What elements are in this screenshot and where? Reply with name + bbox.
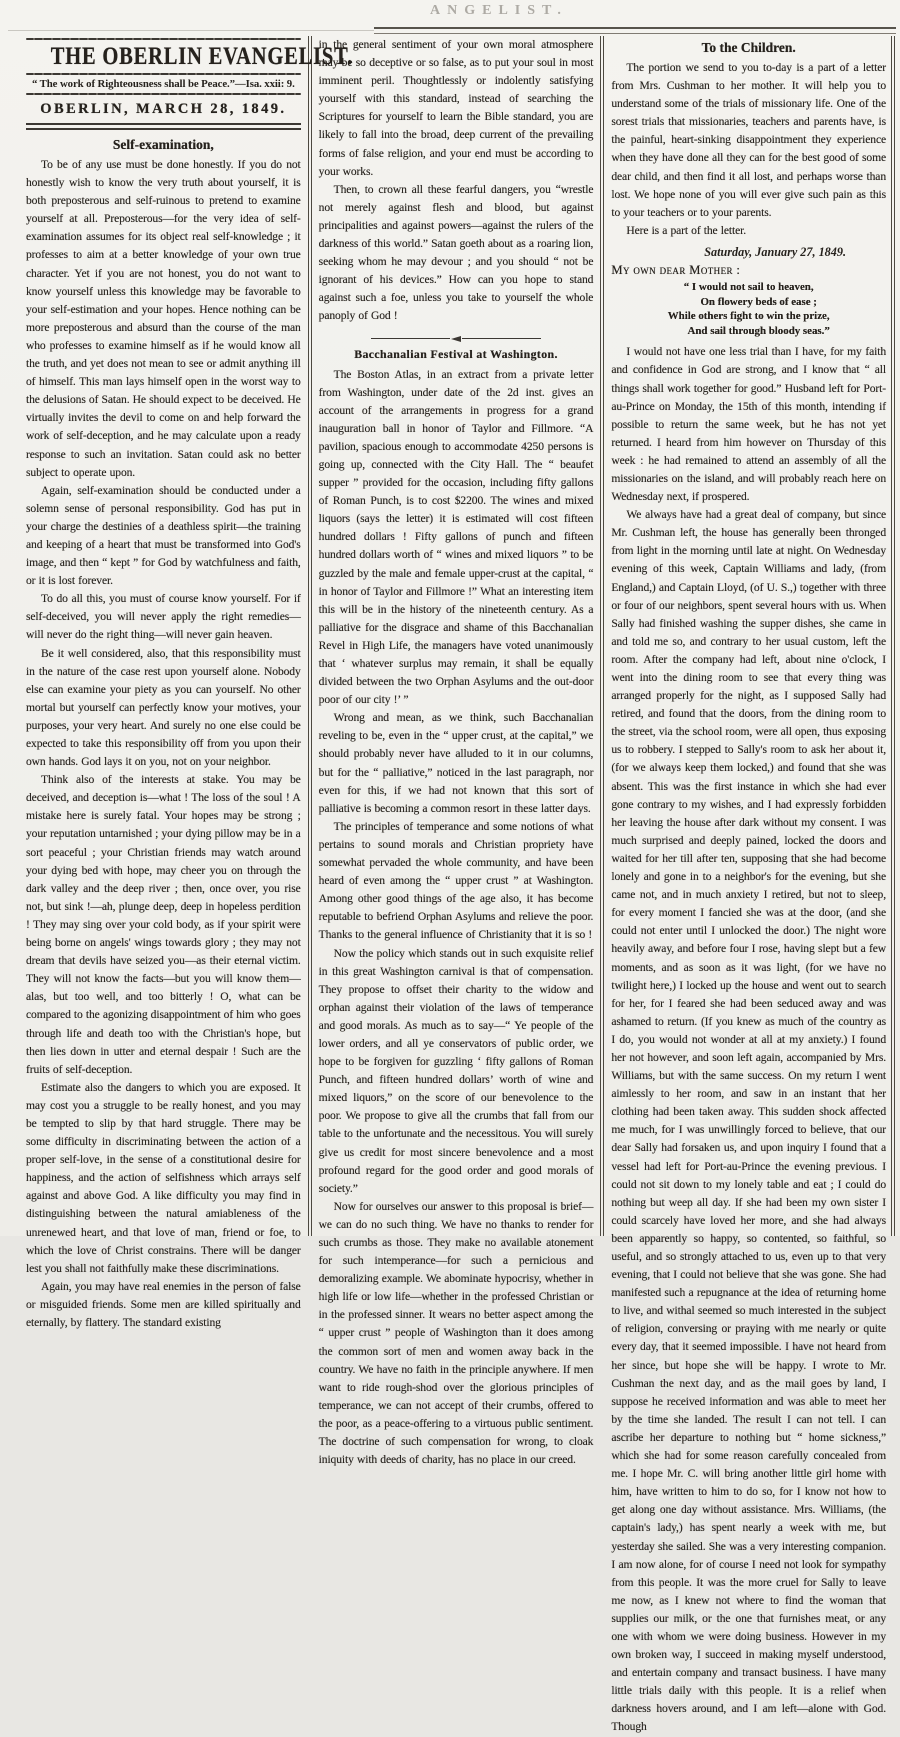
masthead-rule-bottom: [26, 123, 301, 130]
paragraph: To be of any use must be done honestly. If you do not honestly wish to know the very truth about yourself, it is both preposterous and self-ruinous to pretend to examine yourself at all. Preposterous—for the very idea of self-examination assumes for its object real self-knowledge ; it professes to aim at a better knowledge of your own true character. Yet if you are not honest, you do not want to know yourself unless this knowledge may be favorable to your self-estimation and your hopes. Hence nothing can be more preposterous and absurd than the course of the man who professes to examine himself as if he would know all the truth, and yet does not mean to see or admit anything ill of himself. This man lays himself open in the worst way to the delusions of Satan. He should expect to be deceived. He virtually invites the devil to come on and help forward the work of self-deception, and he may calculate upon a ready response to such an invitation. Satan could ask no better subject to operate upon.: [26, 158, 301, 479]
paragraph: The portion we send to you to-day is a part of a letter from Mrs. Cushman to her mother. It will help you to understand some of the trials of missionary life. One of the sorest trials that missionaries, teachers and parents have, is the painful, heart-sinking disappointment they experience when they have done all they can for the best good of some dear child, and then find it all lost, and perhaps worse than lost. We hope none of you will ever give such pain as this to your teachers or to your parents.: [611, 61, 887, 219]
paragraph: To do all this, you must of course know yourself. For if self-deceived, you will never apply the right remedies—will never do the right thing—will never gain heaven.: [26, 592, 301, 642]
section-divider-ornament: [371, 336, 541, 342]
poem-line: On flowery beds of ease ;: [700, 295, 817, 308]
top-rule-light: [8, 30, 374, 31]
masthead: [26, 38, 354, 130]
paragraph: Here is a part of the letter.: [626, 223, 746, 237]
column-2: [318, 36, 594, 1467]
paragraph: I would not have one less trial than I have, for my faith and confidence in God are strong, and I know that “ all things shall work together for good.” Husband left for Port-au-Prince on Monday, the 15th of this month, intending if possible to return the same week, but he has not yet returned. I heard from him however on Thursday of this week : he had remained to attend an assembly of all the missionaries on the island, and will probably reach here on Wednesday next, if prospered.: [611, 345, 887, 504]
article-title-self-examination: Self-examination,: [112, 137, 214, 152]
poem: [611, 280, 886, 338]
column-divider-2: [600, 36, 604, 1236]
masthead-rule-top: [26, 38, 301, 40]
masthead-rule-mid1: [26, 73, 301, 75]
newspaper-title: THE OBERLIN EVANGELIST.: [50, 43, 354, 70]
paragraph: Be it well considered, also, that this responsibility must in the nature of the case rest upon yourself alone. Nobody else can examine your piety as you can yourself. No other mortal but yourself can perfectly know your motives, your purposes, your very heart. And surely no one else could be expected to take this responsibility off from you upon their own hands. God lays it on you, not on your neighbor.: [26, 646, 301, 769]
ornament-line-left: [371, 338, 450, 340]
paragraph: We always have had a great deal of company, but since Mr. Cushman left, the house has generally been thronged from light in the morning until late at night. On Wednesday evening of this week, Captain Williams and lady, (from England,) and Captain Lloyd, (of U. S.,) together with three or four of our neighbors, spent several hours with us. When Sally had finished washing the supper dishes, she came in and told me so, and contrary to her usual custom, left the room. After the company had left, about nine o'clock, I went into the dining room to see that every thing was arranged properly for the night, as I supposed Sally had retired, and found that the doors, from the dining room to the street, via the school room, were all open, thus exposing us to robbery. I stepped to Sally's room to ask her about it, (for we always keep them locked,) and found that she was absent. This was the first instance in which she had ever gone contrary to my wishes, and I had expressly forbidden her leaving the house after dark without my consent. I was much surprised and deeply pained, locked the doors and waited for her till after ten, supposing that she had become lonely and gone in to a neighbor's for the evening, but she came not, and in much anxiety I retired, but not to sleep, for every moment I fancied she was at the door, (and she could not enter until I unlocked the door.) The night wore heavily away, and before four I rose, having slept but a few moments, and as soon as it was light, (for we have no twilight here,) I locked up the house and went out to search for her, for I feared she had been seduced away and was ashamed to return. (If you knew as much of the country as I do, you would not wonder at all at my anxiety.) I found her not however, and soon left again, accompanied by Mrs. Williams, but with the same success. On my return I went aimlessly to her room, and saw in an instant that her clothing had been taken away. This sudden shock affected me much, for I was unwillingly forced to believe, that our dear Sally had forsaken us, and upon inquiry I found that a vessel had left for Port-au-Prince the evening previous. I could not sit down to my lonely table and eat ; I could do nothing but weep all day. If she had been my own sister I could scarcely have loved her more, and she had always been apparently so happy, so contented, so faithful, so useful, and so strongly attached to us, even up to that very evening, that I could not believe that she was gone. She had manifested such a repugnance at the idea of returning home to live, and withal seemed so much interested in the subject of religion, conversing or praying with me nearly or quite every day, that it seemed impossible. I have not heard from her since, but hope she will be happy. I wrote to Mr. Cushman the next day, and as the mail goes by land, I suppose he received information and was able to meet her by the time she landed. The result I can not tell. I can ascribe her departure to nothing but “ home sickness,” which she had for some reason carefully concealed from me. I hope Mr. C. will bring another little girl home with him, have written to him to do so, for I know not how to get along one day without assistance. Mrs. Williams, (the captain's lady,) has spent nearly a week with me, but yesterday she sailed. She was a very interesting companion. I am now alone, for of course I need not look for sympathy from this people. It was the more cruel for Sally to leave me now, as I knew not where to find the woman that supplies our milk, or the one that furnishes meat, or any one with whom we were doing business. However in my own broken way, I succeed in making myself understood, and entertain company and transact business. I have many little trials daily with this people. It is a relief when darkness hovers around, and I am left—alone with God. Though: [611, 508, 887, 1734]
paragraph: Wrong and mean, as we think, such Bacchanalian reveling to be, even in the “ upper crust, at the capital,” we should probably never have alluded to it in our columns, but for the “ palliative,” noticed in the last paragraph, nor even for this, if we had not known that this sort of palliative is becoming a common resort in these latter days.: [318, 711, 594, 815]
poem-line: “ I would not sail to heaven,: [683, 280, 814, 293]
letter-salutation: My own dear Mother :: [611, 262, 741, 277]
paragraph: in the general sentiment of your own moral atmosphere may be so deceptive or so false, as to put your soul in most imminent peril. Thoughtlessly or indolently satisfying yourself with this standard, instead of searching the Scriptures for yourself to learn the Bible standard, you are likely to fall into the broad, deep current of the prevailing forms of false religion, and your end must be according to your works.: [318, 38, 594, 178]
paragraph: Again, self-examination should be conducted under a solemn sense of personal responsibility. God has put in your charge the destinies of a deathless spirit—the training and keeping of a heart that must be transformed into God's image, and then “ kept ” for God by watchfulness and faith, or it is lost forever.: [26, 483, 301, 588]
column-divider-1: [308, 36, 312, 1236]
page-right-edge-rule: [891, 36, 895, 1236]
issue-dateline: OBERLIN, MARCH 28, 1849.: [40, 101, 287, 117]
paragraph: Again, you may have real enemies in the person of false or misguided friends. Some men are killed spiritually and eternally, by flattery. The standard existing: [26, 1279, 301, 1329]
columns: [26, 36, 895, 1734]
top-rule: [374, 27, 896, 34]
paragraph: The principles of temperance and some notions of what pertains to sound morals and Christian propriety have somewhat pervaded the whole community, and have been heard of even among the “ upper crust ” at Washington. Among other good things of the age also, it has become reputable to befriend Orphan Asylums and relieve the poor. Thanks to the general influence of Christianity that it is so !: [318, 819, 594, 942]
paragraph: The Boston Atlas, in an extract from a private letter from Washington, under date of the 2d inst. gives an account of the arrangements in progress for a grand inauguration ball in honor of Taylor and Fillmore. “A pavilion, spacious enough to accommodate 4250 persons is going up, connected with the City Hall. The “ beaufet supper ” provided for the occasion, including fifty gallons of Roman Punch, is to cost $2200. The wines and mixed liquors (says the letter) it is estimated will cost fifteen hundred dollars ! Fifty gallons of punch and fifteen hundred dollars worth of “ wines and mixed liquors ” to be guzzled by the male and female upper-crust at the capital, “ in honor of Taylor and Fillmore !” What an interesting item this will be in the history of the nineteenth century. As a palliative for the disgrace and shame of this Bacchanalian Revel in High Life, the managers have voted unanimously that ‘ whatever surplus may remain, it shall be equally divided between the two Orphan Asylums and the out-door poor of our city !’ ”: [318, 367, 594, 707]
paragraph: Then, to crown all these fearful dangers, you “wrestle not merely against flesh and blood, but against principalities and against powers—against the rulers of the darkness of this world.” Satan goeth about as a roaring lion, seeking whom he may devour ; and you should “ not be ignorant of his devices.” How can you hope to stand against such a foe, unless you take to yourself the whole panoply of God !: [318, 182, 594, 323]
poem-line: And sail through bloody seas.”: [687, 324, 830, 337]
paragraph: Now for ourselves our answer to this proposal is brief—we can do no such thing. We have no thanks to render for such crumbs as those. They make no available atonement for such intemperance—for such a pernicious and demoralizing example. We abominate hypocrisy, whether in high life or low life—whether in the professed Christian or in the professed sinner. It wears no better aspect among the “ upper crust ” people of Washington than it does among the common sort of men and women away back in the country. We have no faith in the principle anywhere. If men want to ride rough-shod over the glorious principles of temperance, we can not accept of their crumbs, offered to the poor, as a peace-offering to a virtuous public sentiment. The doctrine of such compensation for wrong, to cloak iniquity with deeds of charity, has no place in our creed.: [318, 1199, 594, 1467]
paragraph: Think also of the interests at stake. You may be deceived, and deception is—what ! The loss of the soul ! A mistake here is surely fatal. Your hopes may be strong ; your reputation untarnished ; your dying pillow may be in a sort peaceful ; your Christian friends may watch around your dying bed with hope, may cheer you on through the dark valley and the deep river ; then, once over, you rise not, but sink !—ah, plunge deep, deep in hopeless perdition ! They may sing over your cold body, as if your spirit were being borne on angels' wings towards glory ; they may not dream that devils have seized you—as their eternal victim. They will not know the facts—but you will know them—alas, but too well, and too bitterly ! O, what can be compared to the agonizing disappointment of him who goes through life and death too with the Christian's hope, but then lies down in utter and eternal despair ! Such are the fruits of self-deception.: [26, 773, 301, 1076]
column-1: [26, 36, 354, 1329]
arrow-left-icon: [451, 336, 461, 342]
paragraph: Now the policy which stands out in such exquisite relief in this great Washington carnival is that of compensation. They propose to offset their charity to the widow and orphan against their violation of the laws of temperance and good morals. As much as to say—“ Ye people of the lower orders, and all ye conservators of public order, we hope to be forgiven for guzzling ‘ fifty gallons of Roman Punch, and fifteen hundred dollars’ worth of wine and mixed liquors,” on the score of our benevolence to the poor. We propose to give all the crumbs that fall from our table to the unfortunate and the necessitous. You will surely give us credit for most sincere benevolence and a most profound regard for the good order and good morals of society.”: [318, 946, 594, 1195]
column-3: [611, 36, 887, 1734]
paragraph: Estimate also the dangers to which you are exposed. It may cost you a struggle to be really honest, and you may be tempted to slip by that hard struggle. There may be some difficulty in discriminating between the action of a proper self-love, in the sense of a constitutional desire for happiness, and the action of selfishness which arrays self against and above God. A like difficulty you may find in distinguishing between the natural amiableness of the unrenewed heart, and that love of man, friend or foe, to which the love of Christ constrains. There will be danger lest you shall not faithfully make these discriminations.: [26, 1080, 301, 1275]
running-head: ANGELIST.: [430, 3, 568, 18]
letter-dateline: Saturday, January 27, 1849.: [704, 244, 847, 259]
article-title-bacchanalian-festival: Bacchanalian Festival at Washington.: [354, 346, 558, 361]
newspaper-motto: “ The work of Righteousness shall be Peace.”—Isa. xxii: 9.: [31, 78, 295, 90]
poem-line: While others fight to win the prize,: [667, 310, 830, 323]
ornament-line-right: [462, 338, 541, 340]
article-title-to-the-children: To the Children.: [701, 40, 796, 55]
masthead-rule-mid2: [26, 93, 301, 95]
